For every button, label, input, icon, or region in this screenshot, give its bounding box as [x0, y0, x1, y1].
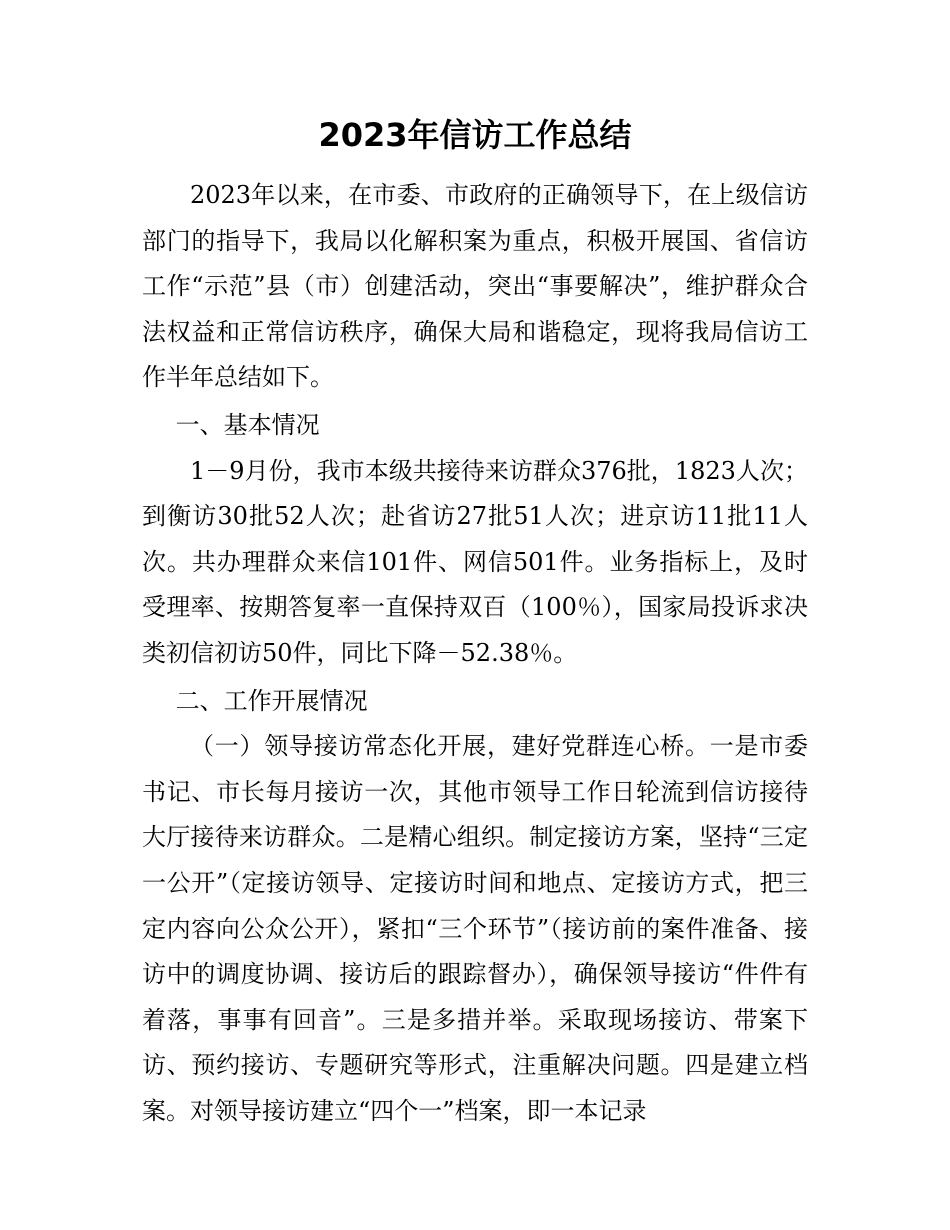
intro-paragraph: 2023年以来，在市委、市政府的正确领导下，在上级信访部门的指导下，我局以化解积案为重点，积极开展国、省信访工作“示范”县（市）创建活动，突出“事要解决”，维护群众合法权益和正常信访秩序，确保大局和谐稳定，现将我局信访工作半年总结如下。 — [142, 181, 808, 392]
section-heading-basic-situation: 一、基本情况 — [175, 410, 320, 439]
document-title: 2023年信访工作总结 — [318, 116, 632, 154]
document-body — [142, 173, 808, 1134]
work-progress-paragraph: （一）领导接访常态化开展，建好党群连心桥。一是市委书记、市长每月接访一次，其他市领导工作日轮流到信访接待大厅接待来访群众。二是精心组织。制定接访方案，坚持“三定一公开”（定接访领导、定接访时间和地点、定接访方式，把三定内容向公众公开），紧扣“三个环节”（接访前的案件准备、接访中的调度协调、接访后的跟踪督办），确保领导接访“件件有着落，事事有回音”。三是多措并举。采取现场接访、带案下访、预约接访、专题研究等形式，注重解决问题。四是建立档案。对领导接访建立“四个一”档案，即一本记录 — [142, 732, 808, 1125]
section-heading-work-progress: 二、工作开展情况 — [175, 686, 368, 715]
basic-situation-paragraph: 1－9月份，我市本级共接待来访群众376批，1823人次；到衡访30批52人次；赴省访27批51人次；进京访11批11人次。共办理群众来信101件、网信501件。业务指标上，及时受理率、按期答复率一直保持双百（100％），国家局投诉求决类初信初访50件，同比下降－52.38％。 — [142, 456, 808, 667]
